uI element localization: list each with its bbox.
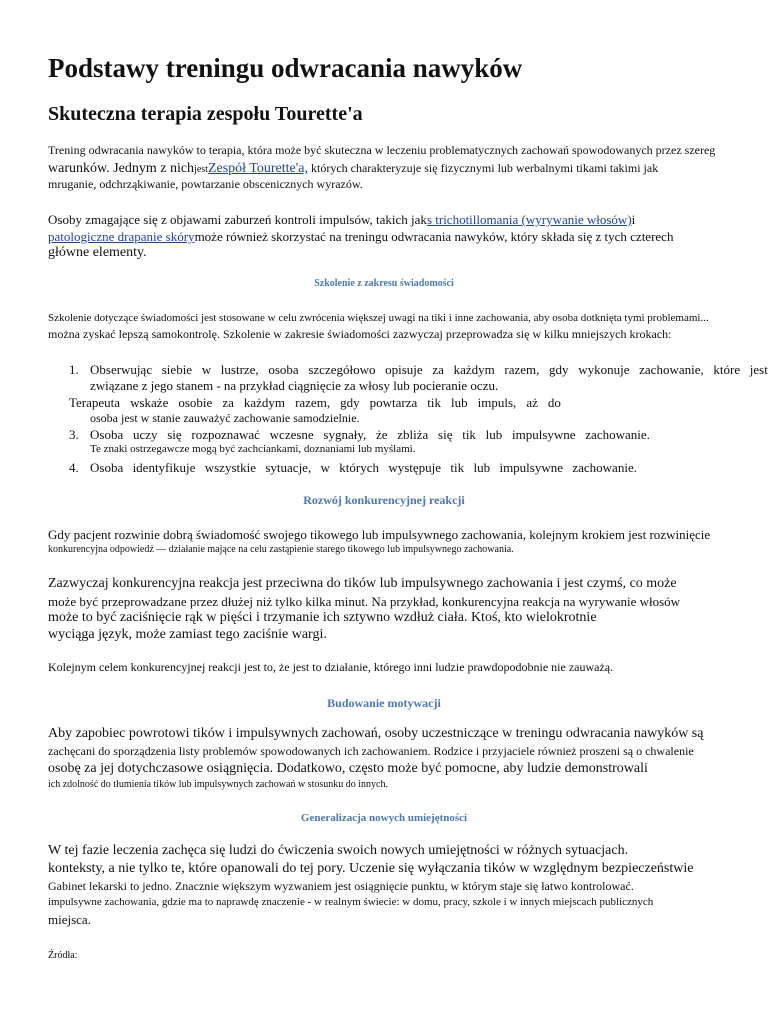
list-word: jest — [749, 362, 768, 377]
list-word: razem, — [504, 362, 540, 377]
section-heading: Budowanie motywacji — [327, 696, 441, 710]
list-word: za — [432, 362, 444, 377]
paragraph-line: miejsca. — [48, 912, 91, 927]
list-word: lub — [473, 460, 491, 475]
list-word: impulsywne — [512, 427, 576, 442]
list-word: opisuje — [385, 362, 423, 377]
paragraph-line: Szkolenie dotyczące świadomości jest stosowane w celu zwrócenia większej uwagi na tiki i inne zachowania, aby osoba dotknięta tymi problemami... — [48, 312, 709, 324]
paragraph-line: wyciąga język, może zamiast tego zaciśnie wargi. — [48, 627, 327, 642]
list-word: Osoba — [90, 427, 124, 442]
list-word: powtarza — [369, 395, 418, 410]
paragraph-line: Zazwyczaj konkurencyjna reakcja jest przeciwna do tików lub impulsywnego zachowania i jest czymś, co może — [48, 576, 677, 591]
paragraph-line: patologiczne drapanie skórymoże również skorzystać na treningu odwracania nawyków, który składa się z tych czterech — [48, 229, 674, 244]
list-word: za — [222, 395, 234, 410]
list-word: szczegółowo — [308, 362, 376, 377]
list-word: zbliża — [397, 427, 429, 442]
list-word: Terapeuta — [69, 395, 121, 410]
list-word: których — [339, 460, 379, 475]
list-word: osoba — [268, 362, 299, 377]
list-word: wskaże — [130, 395, 169, 410]
list-word: identyfikuje — [132, 460, 196, 475]
paragraph-line: Aby zapobiec powrotowi tików i impulsywnych zachowań, osoby uczestniczące w treningu odwracania nawyków są — [48, 726, 704, 741]
paragraph-line: konteksty, a nie tylko te, które opanowali do tej pory. Uczenie się wyłączania tików w względnym bezpieczeństwie — [48, 861, 694, 876]
list-item — [69, 395, 561, 411]
list-item-line: związane z jego stanem - na przykład ciągnięcie za włosy lub pocieranie oczu. — [90, 378, 499, 393]
section-heading: Generalizacja nowych umiejętności — [300, 812, 468, 824]
list-number: 4. — [69, 460, 79, 475]
list-word: się — [167, 427, 182, 442]
list-item — [90, 362, 768, 378]
list-word: Obserwując — [90, 362, 153, 377]
list-word: wykonuje — [578, 362, 630, 377]
list-word: siebie — [161, 362, 193, 377]
list-word: w — [201, 362, 212, 377]
paragraph-line: zachęcani do sporządzenia listy problemów spowodowanych ich zachowaniem. Rodzice i przyjaciele również proszeni są o chwalenie — [48, 744, 694, 758]
list-item — [90, 427, 650, 443]
list-word: do — [547, 395, 561, 410]
list-word: każdym — [453, 362, 495, 377]
tourette-link[interactable]: Zespół Tourette'a, — [207, 161, 308, 176]
paragraph-line: osobę za jej dotychczasowe osiągnięcia. Dodatkowo, często może być pomocne, aby ludzie demonstrowali — [48, 761, 648, 776]
paragraph-line: mruganie, odchrząkiwanie, powtarzanie obscenicznych wyrazów. — [48, 177, 363, 191]
list-word: tik — [427, 395, 441, 410]
paragraph-line: W tej fazie leczenia zachęca się ludzi do ćwiczenia swoich nowych umiejętności w różnych sytuacjach. — [48, 843, 629, 858]
list-word: impuls, — [477, 395, 517, 410]
list-word: że — [376, 427, 388, 442]
list-word: osobie — [178, 395, 213, 410]
list-word: gdy — [549, 362, 569, 377]
section-heading: Rozwój konkurencyjnej reakcji — [303, 493, 465, 507]
list-word: zachowanie, — [639, 362, 704, 377]
trichotillomania-link[interactable]: s trichotillomania (wyrywanie włosów) — [426, 212, 632, 227]
paragraph-line: warunków. Jednym z nichjestZespół Tourette'a, których charakteryzuje się fizycznymi lub werbalnymi tikami takimi jak — [48, 161, 659, 176]
page-subtitle: Skuteczna terapia zespołu Tourette'a — [48, 103, 363, 125]
list-word: lub — [451, 395, 468, 410]
list-word: które — [713, 362, 741, 377]
paragraph-line: Trening odwracania nawyków to terapia, która może być skuteczna w leczeniu problematycznych zachowań spowodowanych przez szereg — [48, 143, 716, 157]
list-word: uczy — [132, 427, 158, 442]
list-word: zachowanie. — [585, 427, 650, 442]
paragraph-line: główne elementy. — [48, 245, 147, 260]
list-number: 3. — [69, 427, 79, 442]
paragraph-line: może być przeprowadzane przez dłużej niż tylko kilka minut. Na przykład, konkurencyjna reakcja na wyrywanie włosów — [48, 594, 681, 609]
list-word: lustrze, — [220, 362, 259, 377]
list-word: wczesne — [269, 427, 314, 442]
list-item-line: Te znaki ostrzegawcze mogą być zachciankami, doznaniami lub myślami. — [90, 443, 416, 455]
list-word: w — [320, 460, 330, 475]
list-word: rozpoznawać — [191, 427, 260, 442]
paragraph-line: Gabinet lekarski to jedno. Znacznie większym wyzwaniem jest osiągnięcie punktu, w którym staje się łatwo kontrolować. — [48, 879, 634, 893]
list-word: sytuacje, — [265, 460, 312, 475]
list-word: występuje — [388, 460, 442, 475]
paragraph-line: może to być zaciśnięcie rąk w pięści i trzymanie ich sztywno wzdłuż ciała. Ktoś, kto wielokrotnie — [48, 610, 597, 625]
paragraph-line: impulsywne zachowania, gdzie ma to naprawdę znaczenie - w realnym świecie: w domu, pracy, szkole i w innych miejscach publicznych — [48, 896, 654, 908]
sources-label: Źródła: — [48, 950, 78, 961]
paragraph-line: ich zdolność do tłumienia tików lub impulsywnych zachowań w stosunku do innych. — [48, 779, 388, 790]
paragraph-line: Gdy pacjent rozwinie dobrą świadomość swojego tikowego lub impulsywnego zachowania, kolejnym krokiem jest rozwinięcie — [48, 527, 711, 542]
list-word: każdym — [243, 395, 286, 410]
list-word: sygnały, — [323, 427, 367, 442]
paragraph-line: można zyskać lepszą samokontrolę. Szkolenie w zakresie świadomości zazwyczaj przeprowadza się w kilku mniejszych krokach: — [48, 327, 672, 341]
list-number: 1. — [69, 362, 79, 377]
list-word: zachowanie. — [572, 460, 637, 475]
paragraph-line: Osoby zmagające się z objawami zaburzeń kontroli impulsów, takich jaks trichotillomania (wyrywanie włosów)i — [48, 212, 636, 227]
list-word: się — [438, 427, 453, 442]
list-item-line: osoba jest w stanie zauważyć zachowanie samodzielnie. — [90, 411, 360, 425]
list-word: impulsywne — [499, 460, 564, 475]
list-item — [90, 460, 637, 476]
paragraph-line: Kolejnym celem konkurencyjnej reakcji jest to, że jest to działanie, którego inni ludzie prawdopodobnie nie zauważą. — [48, 660, 614, 674]
list-word: Osoba — [90, 460, 124, 475]
list-word: gdy — [340, 395, 360, 410]
skin-picking-link[interactable]: patologiczne drapanie skóry — [48, 229, 195, 244]
list-word: tik — [450, 460, 465, 475]
paragraph-line: konkurencyjna odpowiedź — działanie mające na celu zastąpienie starego tikowego lub impulsywnego zachowania. — [48, 544, 514, 555]
list-word: tik — [462, 427, 476, 442]
list-word: lub — [485, 427, 503, 442]
list-word: razem, — [295, 395, 331, 410]
list-word: aż — [526, 395, 538, 410]
list-word: wszystkie — [204, 460, 257, 475]
page-title: Podstawy treningu odwracania nawyków — [48, 53, 523, 83]
section-heading: Szkolenie z zakresu świadomości — [314, 278, 454, 289]
